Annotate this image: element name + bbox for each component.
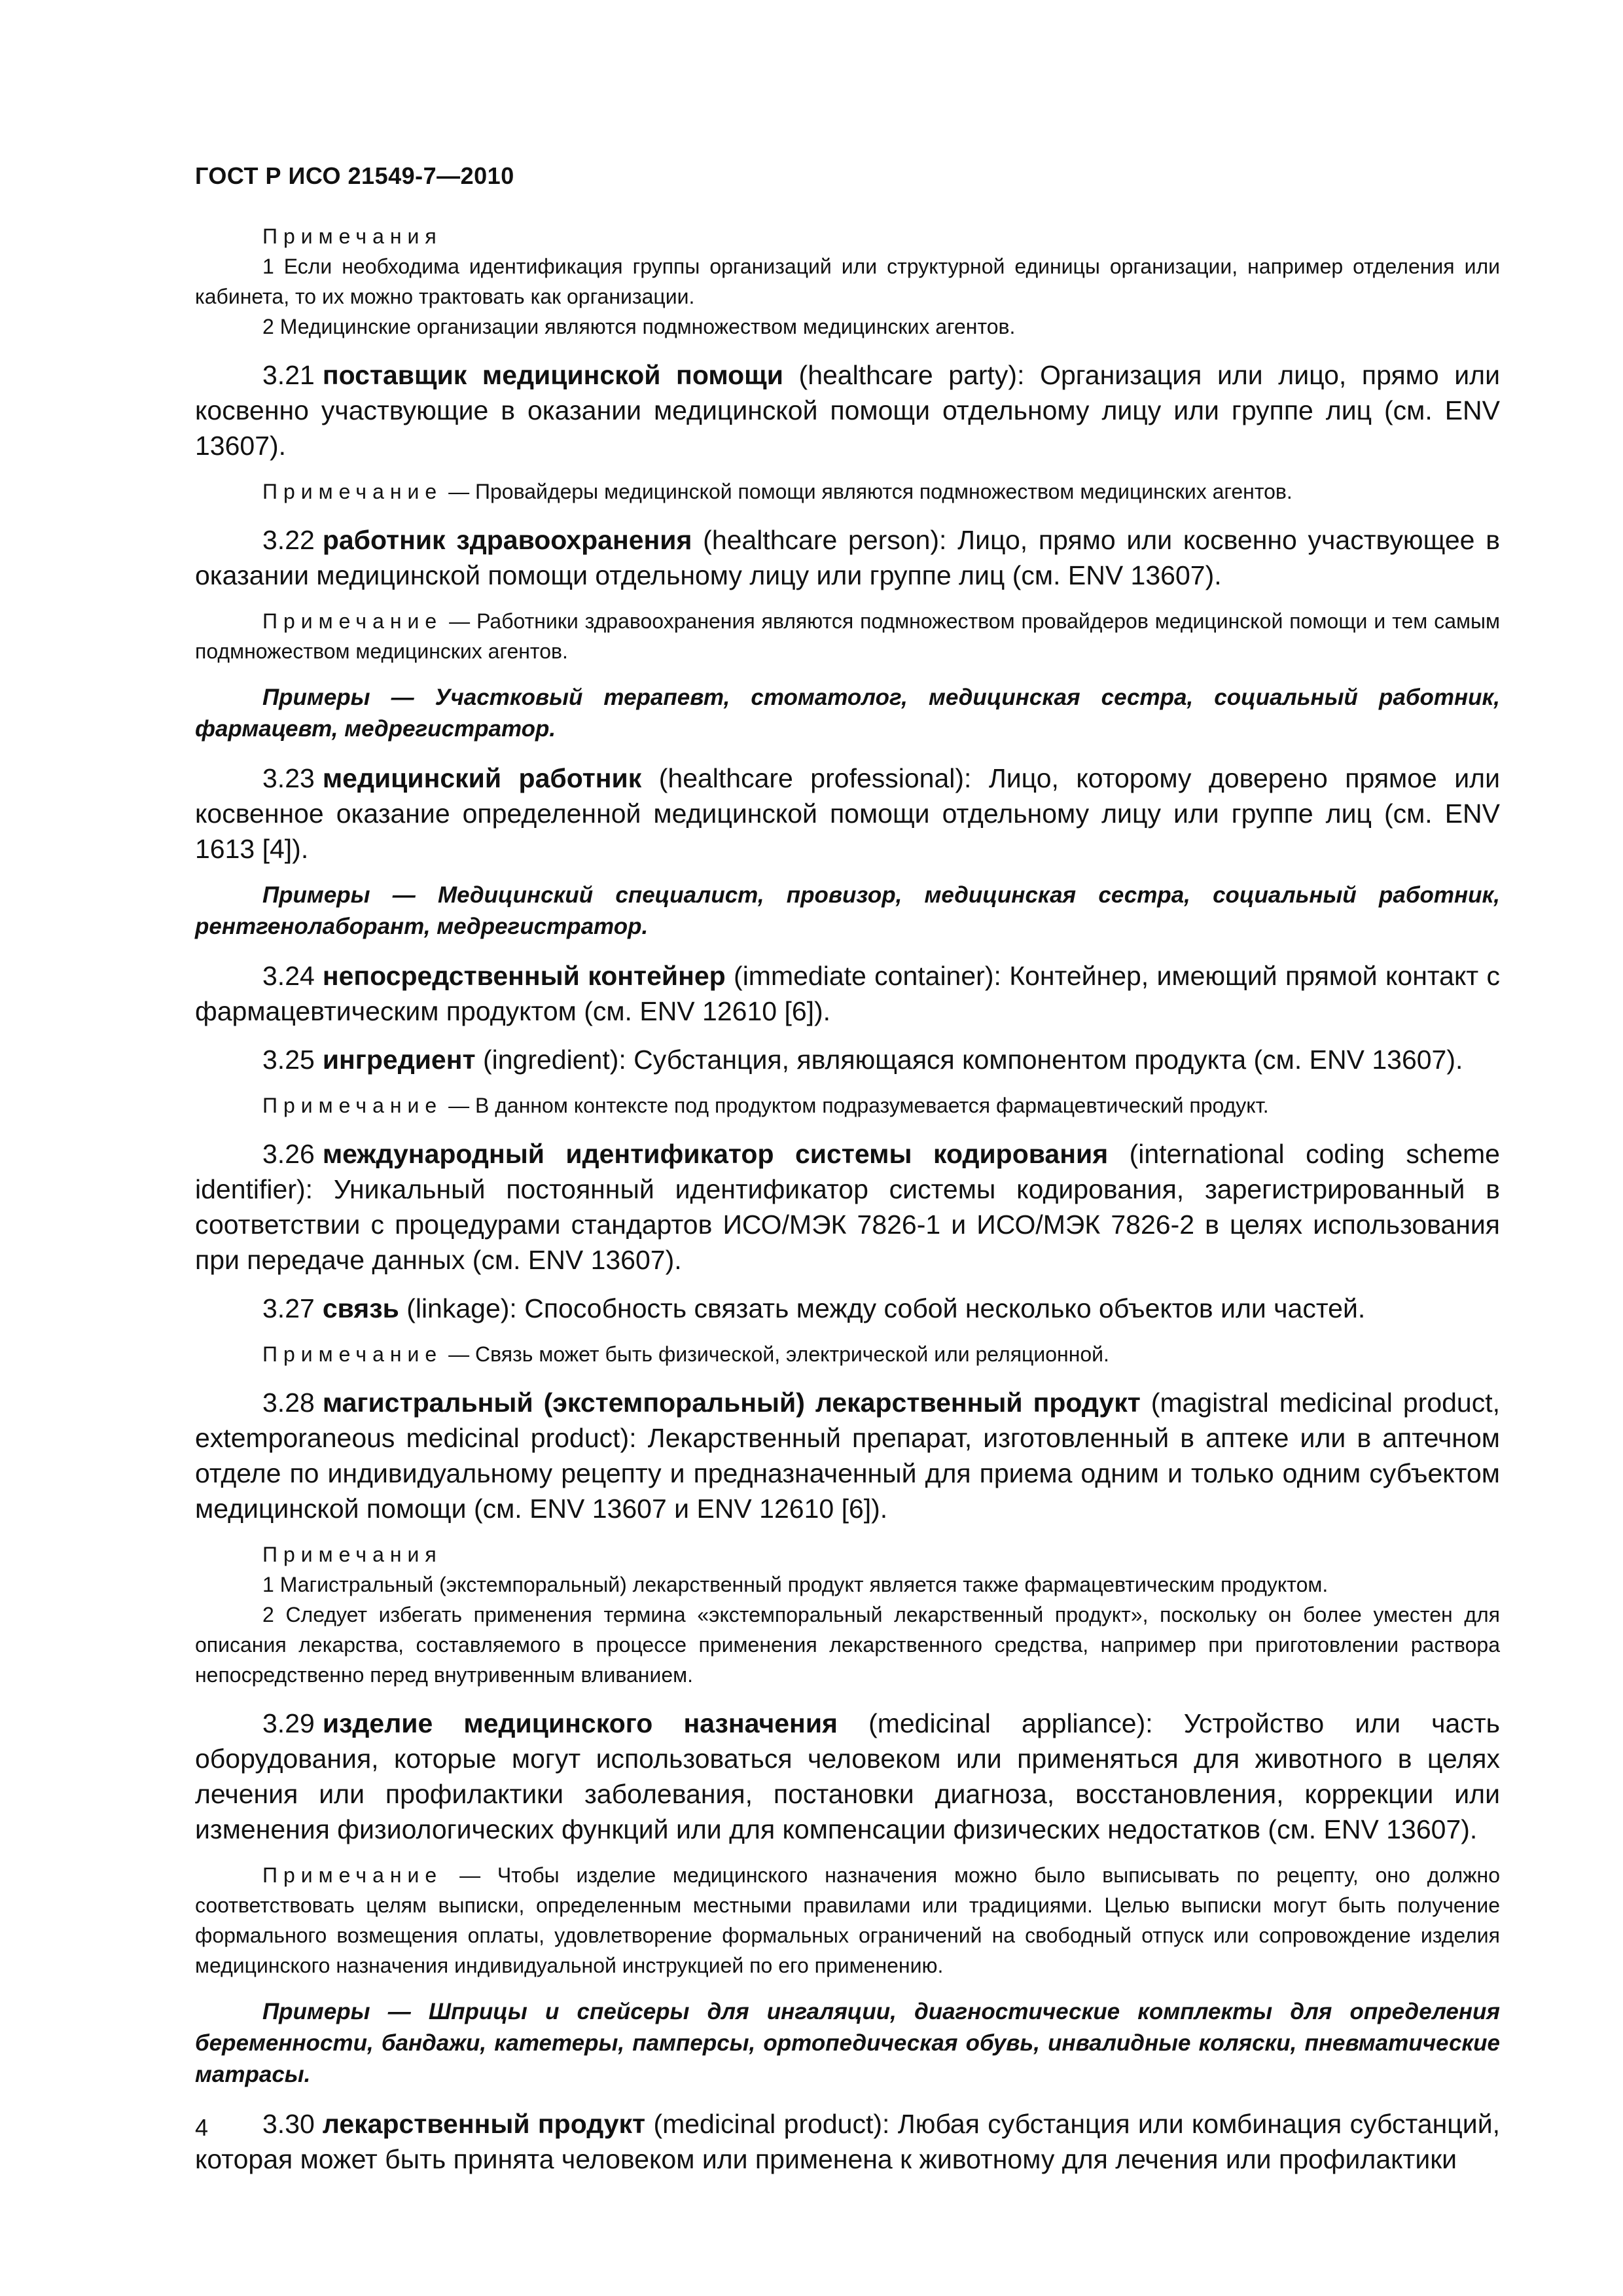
note-text: — Чтобы изделие медицинского назначения можно было выписывать по рецепту, оно должно соответствовать целям выписки, определенным местными правилами или традициями. Целью выписки могут быть получение формального возмещения оплаты, удовлетворение формальных ограничений на свободный отпуск или сопровождение изделия медицинского назначения индивидуальной инструкцией по его применению. (195, 1863, 1500, 1977)
term-number: 3.28 (262, 1388, 315, 1418)
notes-block (195, 1539, 1500, 1690)
term-definition (195, 522, 1500, 593)
term-text: (linkage): Способность связать между собой несколько объектов или частей. (399, 1293, 1366, 1323)
term-name: поставщик медицинской помощи (322, 360, 783, 390)
term-text: (healthcare professional): Лицо, которому доверено прямое или косвенное оказание определенной медицинской помощи отдельному лицу или группе лиц (см. ENV 1613 [4]). (195, 763, 1501, 864)
term-number: 3.22 (262, 525, 315, 555)
term-definition (195, 1136, 1500, 1278)
document-header: ГОСТ Р ИСО 21549-7—2010 (195, 162, 514, 189)
note (195, 1860, 1500, 1981)
term-definition (195, 761, 1500, 867)
notes-heading: Примечания (262, 224, 442, 248)
term-definition (195, 2106, 1500, 2177)
term-name: изделие медицинского назначения (322, 1708, 838, 1738)
term-number: 3.21 (262, 360, 315, 390)
term-text: (magistral medicinal product, extemporaneous medicinal product): Лекарственный препарат, изготовленный в аптеке или в аптечном отделе по индивидуальному рецепту и предназначенный для приема одним и только одним субъектом медицинской помощи (см. ENV 13607 и ENV 12610 [6]). (195, 1388, 1501, 1524)
term-name: ингредиент (322, 1045, 476, 1075)
term-text: (healthcare person): Лицо, прямо или косвенно участвующее в оказании медицинской помощи отдельному лицу или группе лиц (см. ENV 13607). (195, 525, 1500, 590)
term-text: (ingredient): Субстанция, являющаяся компонентом продукта (см. ENV 13607). (475, 1045, 1463, 1075)
examples: Примеры — Шприцы и спейсеры для ингаляции, диагностические комплекты для определения беременности, бандажи, катетеры, памперсы, ортопедическая обувь, инвалидные коляски, пневматические матрасы. (195, 1999, 1500, 2087)
term-definition (195, 1385, 1500, 1526)
term-definition (195, 1706, 1500, 1847)
term-text: (medicinal product): Любая субстанция или комбинация субстанций, которая может быть принята человеком или применена к животному для лечения или профилактики (195, 2109, 1500, 2174)
term-number: 3.23 (262, 763, 315, 793)
term-number: 3.30 (262, 2109, 315, 2139)
term-name: связь (322, 1293, 399, 1323)
note-label: Примечание (262, 1094, 443, 1117)
notes-item: 2 Медицинские организации являются подмножеством медицинских агентов. (262, 315, 1016, 338)
note-label: Примечание (262, 480, 443, 503)
term-text: (healthcare party): Организация или лицо, прямо или косвенно участвующие в оказании медицинской помощи отдельному лицу или группе лиц (см. ENV 13607). (195, 360, 1500, 461)
term-name: лекарственный продукт (322, 2109, 646, 2139)
term-definition (195, 958, 1500, 1029)
notes-item: 1 Если необходима идентификация группы организаций или структурной единицы организации, например отделения или кабинета, то их можно трактовать как организации. (195, 255, 1500, 308)
term-text: (medicinal appliance): Устройство или часть оборудования, которые могут использоваться человеком или применяться для животного в целях лечения или профилактики заболевания, постановки диагноза, восстановления, коррекции или изменения физиологических функций или для компенсации физических недостатков (см. ENV 13607). (195, 1708, 1500, 1844)
examples: Примеры — Участковый терапевт, стоматолог, медицинская сестра, социальный работник, фармацевт, медрегистратор. (195, 685, 1500, 742)
term-name: международный идентификатор системы кодирования (322, 1139, 1109, 1169)
note (195, 1339, 1500, 1369)
term-number: 3.25 (262, 1045, 315, 1075)
term-number: 3.24 (262, 961, 315, 991)
term-name: работник здравоохранения (322, 525, 692, 555)
notes-heading: Примечания (262, 1543, 442, 1566)
term-text: (immediate container): Контейнер, имеющий прямой контакт с фармацевтическим продуктом (см. ENV 12610 [6]). (195, 961, 1500, 1026)
note (195, 1090, 1500, 1121)
term-definition (195, 1291, 1500, 1326)
page-number: 4 (195, 2114, 209, 2141)
term-number: 3.29 (262, 1708, 315, 1738)
note-text: — Связь может быть физической, электрической или реляционной. (442, 1342, 1109, 1366)
examples: Примеры — Медицинский специалист, провизор, медицинская сестра, социальный работник, рентгенолаборант, медрегистратор. (195, 882, 1500, 939)
term-name: непосредственный контейнер (322, 961, 726, 991)
term-number: 3.26 (262, 1139, 315, 1169)
document-body (195, 221, 1500, 2190)
notes-block (195, 221, 1500, 342)
note-label: Примечание (262, 1863, 443, 1887)
note-label: Примечание (262, 609, 443, 633)
note (195, 476, 1500, 507)
note-label: Примечание (262, 1342, 443, 1366)
term-number: 3.27 (262, 1293, 315, 1323)
term-definition (195, 357, 1500, 463)
note-text: — Работники здравоохранения являются подмножеством провайдеров медицинской помощи и тем самым подмножеством медицинских агентов. (195, 609, 1500, 663)
term-definition (195, 1042, 1500, 1077)
note-text: — Провайдеры медицинской помощи являются подмножеством медицинских агентов. (442, 480, 1293, 503)
note (195, 606, 1500, 666)
note-text: — В данном контексте под продуктом подразумевается фармацевтический продукт. (442, 1094, 1269, 1117)
notes-item: 2 Следует избегать применения термина «экстемпоральный лекарственный продукт», поскольку он более уместен для описания лекарства, составляемого в процессе применения лекарственного средства, например при приготовлении раствора непосредственно перед внутривенным вливанием. (195, 1603, 1500, 1687)
term-text: (international coding scheme identifier): Уникальный постоянный идентификатор системы кодирования, зарегистрированный в соответствии с процедурами стандартов ИСО/МЭК 7826-1 и ИСО/МЭК 7826-2 в целях использования при передаче данных (см. ENV 13607). (195, 1139, 1500, 1275)
term-name: медицинский работник (322, 763, 642, 793)
notes-item: 1 Магистральный (экстемпоральный) лекарственный продукт является также фармацевтическим продуктом. (262, 1573, 1329, 1596)
term-name: магистральный (экстемпоральный) лекарственный продукт (322, 1388, 1141, 1418)
